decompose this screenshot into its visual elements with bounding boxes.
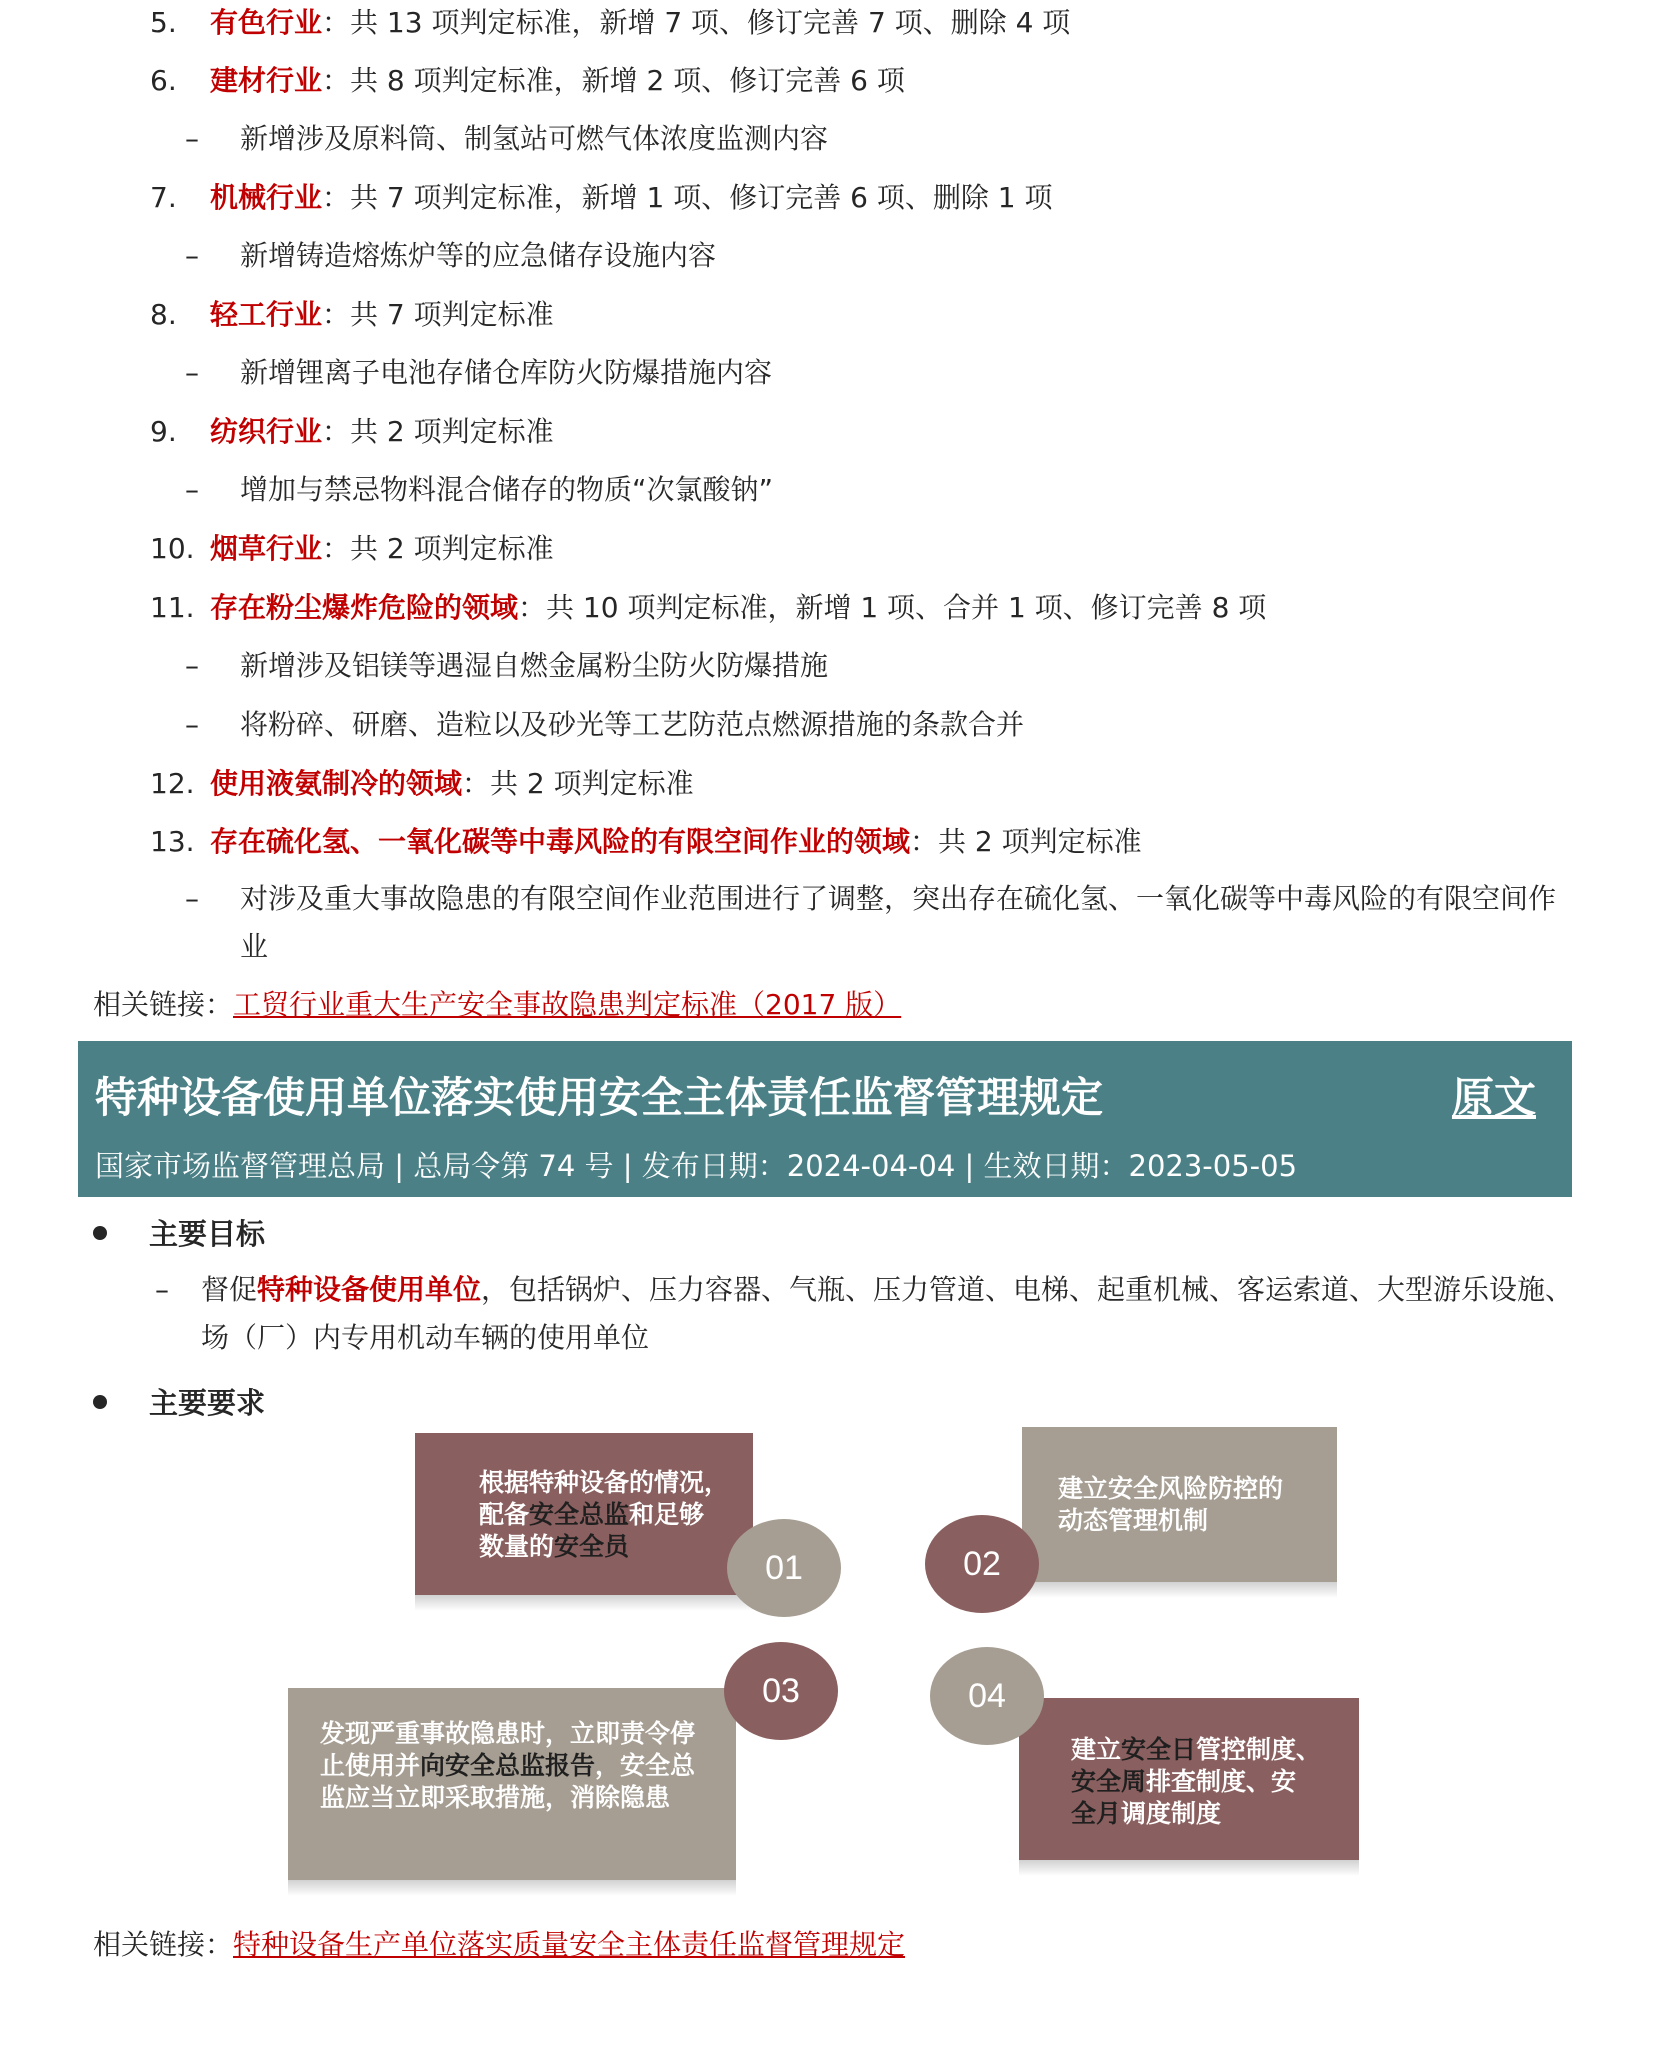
sub-item-text: 将粉碎、研磨、造粒以及砂光等工艺防范点燃源措施的条款合并	[240, 708, 1025, 741]
related-link-label: 相关链接：	[93, 1928, 234, 1961]
card-text: 建立	[1071, 1735, 1122, 1764]
item-number: 7.	[150, 181, 177, 214]
heading-text: 主要目标	[149, 1217, 266, 1251]
related-link-label: 相关链接：	[93, 988, 234, 1021]
regulation-banner	[78, 1041, 1572, 1197]
item-number: 11.	[150, 591, 195, 624]
step-number: 03	[762, 1672, 800, 1710]
list-item	[150, 588, 1574, 628]
industry-detail: ：共 2 项判定标准	[322, 532, 554, 565]
list-item	[150, 3, 1574, 43]
step-number: 02	[963, 1545, 1001, 1583]
dash-marker: –	[185, 708, 199, 741]
sub-item	[185, 466, 1574, 514]
requirement-card-04	[1019, 1698, 1359, 1860]
sub-item-text: 新增涉及铝镁等遇湿自燃金属粉尘防火防爆措施	[240, 649, 829, 682]
bullet-icon	[93, 1226, 107, 1240]
sub-item	[185, 349, 1574, 397]
objective-highlight: 特种设备使用单位	[257, 1273, 482, 1306]
industry-name: 建材行业	[210, 64, 323, 97]
step-badge-02	[925, 1515, 1039, 1613]
dash-marker: –	[185, 239, 199, 272]
list-item	[150, 764, 1574, 804]
card-text: 动态管理机制	[1058, 1506, 1209, 1535]
related-link-row	[93, 1925, 1574, 1965]
requirement-card-03	[288, 1688, 736, 1880]
industry-detail: ：共 8 项判定标准，新增 2 项、修订完善 6 项	[322, 64, 905, 97]
industry-name: 有色行业	[210, 6, 323, 39]
card-text: 配备	[479, 1500, 530, 1529]
card-text: 和足够	[629, 1500, 705, 1529]
list-item	[150, 529, 1574, 569]
sub-item-text: 新增铸造熔炼炉等的应急储存设施内容	[240, 239, 717, 272]
objectives-heading	[93, 1214, 265, 1254]
card-text: 数量的	[479, 1532, 555, 1561]
industry-detail: ：共 2 项判定标准	[462, 767, 694, 800]
dash-marker: –	[185, 649, 199, 682]
card-keyword: 安全总监	[529, 1500, 630, 1529]
list-item	[150, 61, 1574, 101]
card-keyword: 安全员	[554, 1532, 630, 1561]
sub-item	[185, 701, 1574, 749]
related-link[interactable]: 工贸行业重大生产安全事故隐患判定标准（2017 版）	[233, 988, 902, 1021]
card-keyword: 全月	[1071, 1799, 1122, 1828]
sub-item-text: 增加与禁忌物料混合储存的物质“次氯酸钠”	[240, 473, 774, 506]
step-badge-04	[930, 1647, 1044, 1745]
original-text-link[interactable]: 原文	[1451, 1073, 1536, 1122]
card-keyword: 向安全总监报告	[420, 1751, 596, 1780]
dash-marker: –	[185, 122, 199, 155]
card-keyword: 安全日	[1121, 1735, 1197, 1764]
requirement-card-02	[1022, 1427, 1337, 1582]
step-badge-03	[724, 1642, 838, 1740]
industry-name: 存在硫化氢、一氧化碳等中毒风险的有限空间作业的领域	[210, 825, 911, 858]
requirements-heading	[93, 1383, 265, 1423]
item-number: 9.	[150, 415, 177, 448]
item-number: 8.	[150, 298, 177, 331]
industry-name: 烟草行业	[210, 532, 323, 565]
industry-detail: ：共 13 项判定标准，新增 7 项、修订完善 7 项、删除 4 项	[322, 6, 1071, 39]
industry-name: 纺织行业	[210, 415, 323, 448]
card-text: ，安全总	[595, 1751, 696, 1780]
card-text: 调度制度	[1121, 1799, 1222, 1828]
dash-marker: –	[185, 356, 199, 389]
sub-item	[185, 232, 1574, 280]
card-text: 监应当立即采取措施，消除隐患	[320, 1783, 671, 1812]
step-number: 04	[968, 1677, 1006, 1715]
card-text: 根据特种设备的情况，	[479, 1468, 730, 1497]
industry-detail: ：共 7 项判定标准	[322, 298, 554, 331]
list-item	[150, 822, 1574, 862]
objective-item	[155, 1266, 1574, 1362]
card-text: 止使用并	[320, 1751, 421, 1780]
objective-prefix: 督促	[201, 1273, 258, 1306]
card-text: 建立安全风险防控的	[1058, 1474, 1284, 1503]
bullet-icon	[93, 1395, 107, 1409]
sub-item-text: 新增锂离子电池存储仓库防火防爆措施内容	[240, 356, 773, 389]
sub-item-text: 新增涉及原料筒、制氢站可燃气体浓度监测内容	[240, 122, 829, 155]
step-number: 01	[765, 1549, 803, 1587]
item-number: 10.	[150, 532, 195, 565]
list-item	[150, 295, 1574, 335]
dash-marker: –	[155, 1273, 169, 1306]
sub-item	[185, 115, 1574, 163]
industry-detail: ：共 2 项判定标准	[322, 415, 554, 448]
industry-detail: ：共 2 项判定标准	[910, 825, 1142, 858]
dash-marker: –	[185, 882, 199, 915]
industry-name: 使用液氨制冷的领域	[210, 767, 463, 800]
banner-title: 特种设备使用单位落实使用安全主体责任监督管理规定	[95, 1073, 1104, 1122]
item-number: 13.	[150, 825, 195, 858]
sub-item	[185, 875, 1574, 971]
heading-text: 主要要求	[149, 1386, 266, 1420]
sub-item	[185, 642, 1574, 690]
industry-name: 存在粉尘爆炸危险的领域	[210, 591, 519, 624]
card-text: 发现严重事故隐患时，立即责令停	[320, 1719, 696, 1748]
list-item	[150, 178, 1574, 218]
banner-meta: 国家市场监督管理总局 | 总局令第 74 号 | 发布日期：2024-04-04 | 生效日期：2023-05-05	[95, 1149, 1298, 1183]
item-number: 5.	[150, 6, 177, 39]
card-text: 管控制度、	[1196, 1735, 1322, 1764]
sub-item-text: 对涉及重大事故隐患的有限空间作业范围进行了调整，突出存在硫化氢、一氧化碳等中毒风险的有限空间作业	[240, 882, 1557, 963]
item-number: 12.	[150, 767, 195, 800]
card-text: 排查制度、安	[1146, 1767, 1297, 1796]
related-link[interactable]: 特种设备生产单位落实质量安全主体责任监督管理规定	[233, 1928, 906, 1961]
card-keyword: 安全周	[1071, 1767, 1147, 1796]
industry-name: 轻工行业	[210, 298, 323, 331]
list-item	[150, 412, 1574, 452]
item-number: 6.	[150, 64, 177, 97]
requirement-card-01	[415, 1433, 753, 1595]
related-link-row	[93, 985, 1574, 1025]
industry-name: 机械行业	[210, 181, 323, 214]
dash-marker: –	[185, 473, 199, 506]
step-badge-01	[727, 1519, 841, 1617]
industry-detail: ：共 10 项判定标准，新增 1 项、合并 1 项、修订完善 8 项	[518, 591, 1267, 624]
objective-text: ，包括锅炉、压力容器、气瓶、压力管道、电梯、起重机械、客运索道、大型游乐设施、场（厂）内专用机动车辆的使用单位	[201, 1273, 1574, 1354]
industry-detail: ：共 7 项判定标准，新增 1 项、修订完善 6 项、删除 1 项	[322, 181, 1053, 214]
